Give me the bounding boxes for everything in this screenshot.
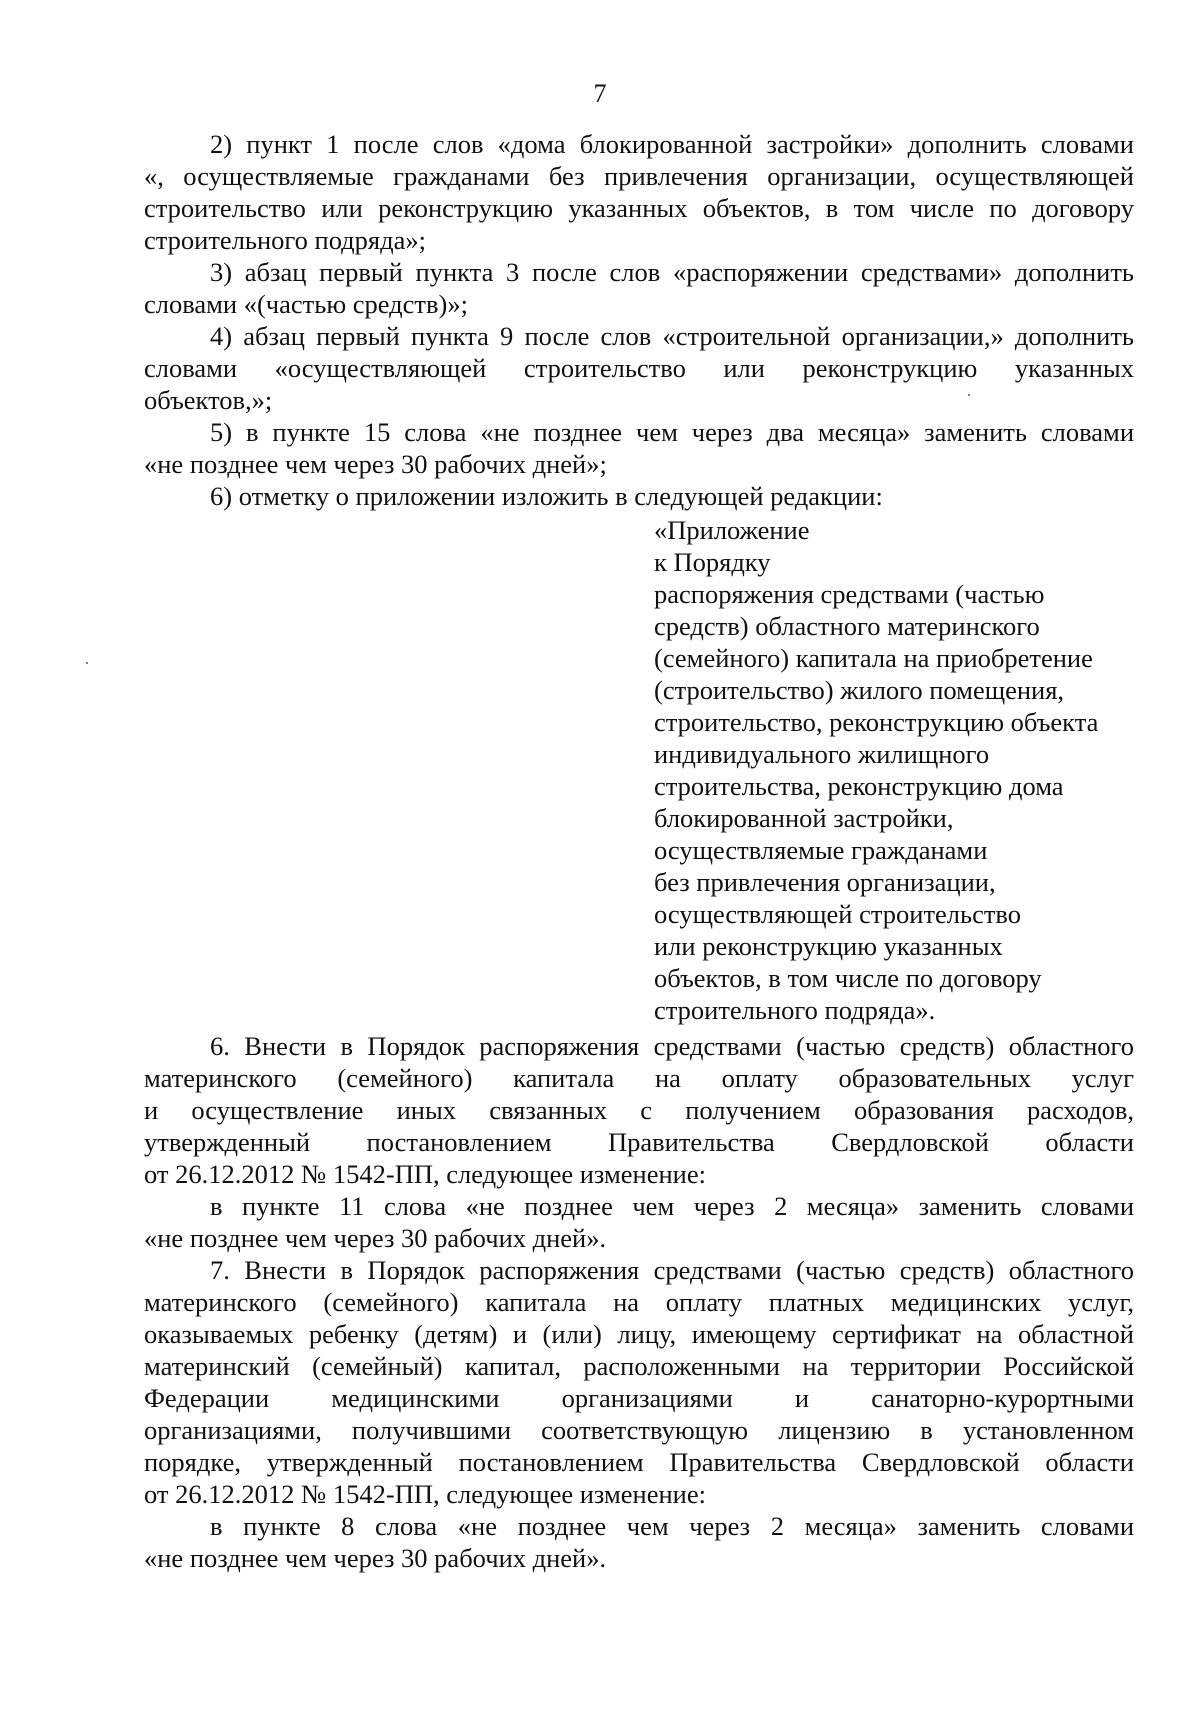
appendix-line: к Порядку — [654, 547, 771, 577]
text-line: материнский (семейный) капитал, расположенными на территории Российской — [144, 1351, 1134, 1381]
text-line: строительного подряда»; — [144, 225, 426, 255]
text-line: материнского (семейного) капитала на оплату платных медицинских услуг, — [144, 1287, 1134, 1317]
appendix-line: объектов, в том числе по договору — [654, 963, 1042, 993]
text-line: оказываемых ребенку (детям) и (или) лицу, имеющему сертификат на областной — [144, 1319, 1134, 1349]
appendix-line: строительство, реконструкцию объекта — [654, 707, 1099, 737]
text-line: «, осуществляемые гражданами без привлечения организации, осуществляющей — [144, 161, 1134, 191]
appendix-line: средств) областного материнского — [654, 611, 1040, 641]
appendix-line: (семейного) капитала на приобретение — [654, 643, 1093, 673]
text-line: «не позднее чем через 30 рабочих дней»; — [144, 449, 607, 479]
appendix-line: или реконструкцию указанных — [654, 931, 1003, 961]
text-line: утвержденный постановлением Правительства Свердловской области — [144, 1127, 1134, 1157]
appendix-line: (строительство) жилого помещения, — [654, 675, 1065, 705]
text-line: порядке, утвержденный постановлением Правительства Свердловской области — [144, 1447, 1134, 1477]
text-line: 3) абзац первый пункта 3 после слов «распоряжении средствами» дополнить — [210, 257, 1134, 287]
text-line: организациями, получившими соответствующую лицензию в установленном — [144, 1415, 1134, 1445]
appendix-line: осуществляющей строительство — [654, 899, 1022, 929]
scan-speck — [968, 394, 970, 396]
appendix-line: «Приложение — [654, 515, 810, 545]
text-line: словами «(частью средств)»; — [144, 289, 468, 319]
text-line: словами «осуществляющей строительство или реконструкцию указанных — [144, 353, 1134, 383]
text-line: «не позднее чем через 30 рабочих дней». — [144, 1543, 607, 1573]
appendix-line: индивидуального жилищного — [654, 739, 990, 769]
text-line: «не позднее чем через 30 рабочих дней». — [144, 1223, 607, 1253]
scan-speck — [86, 662, 88, 664]
text-line: материнского (семейного) капитала на оплату образовательных услуг — [144, 1063, 1134, 1093]
text-line: в пункте 8 слова «не позднее чем через 2 месяца» заменить словами — [210, 1511, 1134, 1541]
text-line: 4) абзац первый пункта 9 после слов «строительной организации,» дополнить — [210, 321, 1134, 351]
text-line: 6. Внести в Порядок распоряжения средствами (частью средств) областного — [210, 1031, 1134, 1061]
text-line: от 26.12.2012 № 1542-ПП, следующее изменение: — [144, 1159, 706, 1189]
appendix-line: распоряжения средствами (частью — [654, 579, 1045, 609]
text-line: 5) в пункте 15 слова «не позднее чем через два месяца» заменить словами — [210, 417, 1134, 447]
text-line: и осуществление иных связанных с получением образования расходов, — [144, 1095, 1134, 1125]
appendix-line: осуществляемые гражданами — [654, 835, 988, 865]
text-line: строительство или реконструкцию указанных объектов, в том числе по договору — [144, 193, 1134, 223]
appendix-line: без привлечения организации, — [654, 867, 996, 897]
text-line: в пункте 11 слова «не позднее чем через 2 месяца» заменить словами — [210, 1191, 1134, 1221]
text-line: объектов,»; — [144, 385, 273, 415]
page-number: 7 — [593, 79, 607, 108]
text-line: 2) пункт 1 после слов «дома блокированной застройки» дополнить словами — [210, 129, 1134, 159]
text-line: 6) отметку о приложении изложить в следующей редакции: — [210, 481, 883, 511]
text-line: от 26.12.2012 № 1542-ПП, следующее изменение: — [144, 1479, 706, 1509]
text-line: 7. Внести в Порядок распоряжения средствами (частью средств) областного — [210, 1255, 1134, 1285]
appendix-line: блокированной застройки, — [654, 803, 954, 833]
appendix-line: строительного подряда». — [654, 995, 936, 1025]
appendix-line: строительства, реконструкцию дома — [654, 771, 1064, 801]
text-line: Федерации медицинскими организациями и санаторно-курортными — [144, 1383, 1134, 1413]
